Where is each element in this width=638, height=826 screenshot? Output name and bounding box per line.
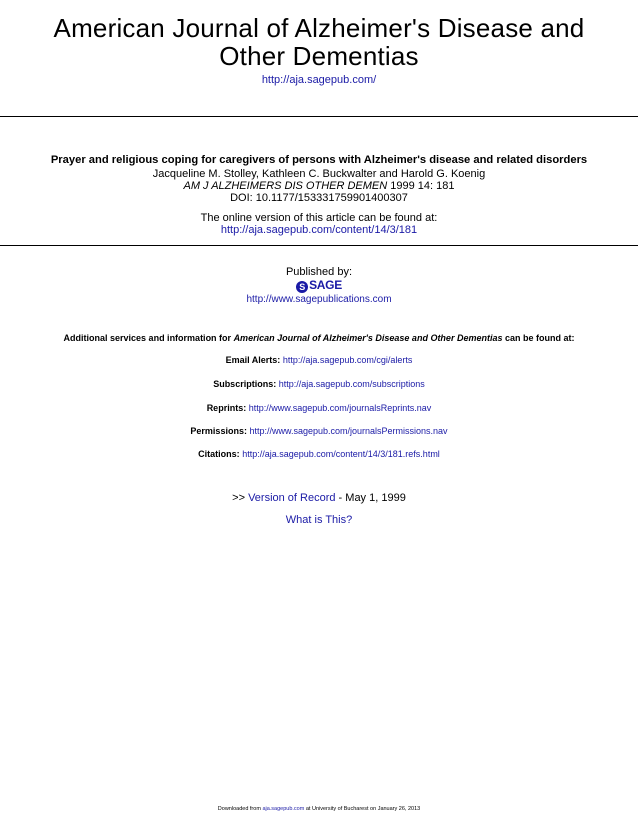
download-footer [0,806,638,812]
version-date: - May 1, 1999 [335,492,406,504]
version-prefix: >> [232,492,249,504]
journal-title-line2: Other Dementias [219,41,419,71]
service-subscriptions [0,379,638,389]
service-link[interactable]: http://aja.sagepub.com/content/14/3/181.refs.html [242,449,440,459]
published-by-label: Published by: [285,266,353,278]
sage-logo [0,278,638,293]
service-label: Email Alerts: [225,355,281,365]
services-intro-prefix: Additional services and information for [63,333,234,343]
service-label: Citations: [198,449,240,459]
service-link[interactable]: http://aja.sagepub.com/subscriptions [278,379,425,389]
service-link[interactable]: http://aja.sagepub.com/cgi/alerts [282,355,413,365]
services-intro-suffix: can be found at: [502,333,575,343]
journal-url-link[interactable]: http://aja.sagepub.com/ [261,74,377,86]
service-label: Reprints: [206,403,247,413]
journal-url-row [0,74,638,86]
citation-volume: 1999 14: 181 [387,180,455,192]
services-intro [0,333,638,343]
service-label: Subscriptions: [213,379,277,389]
what-is-this-link[interactable]: What is This? [285,514,353,526]
journal-title-line1: American Journal of Alzheimer's Disease and [53,13,585,43]
article-doi: DOI: 10.1177/153331759901400307 [230,192,408,204]
sage-logo-text: SAGE [309,278,342,292]
middle-divider [0,245,638,246]
service-link[interactable]: http://www.sagepub.com/journalsReprints.nav [248,403,432,413]
service-label: Permissions: [190,426,247,436]
article-citation [0,180,638,192]
sage-logo-icon: S [296,281,308,293]
service-link[interactable]: http://www.sagepub.com/journalsPermissions.nav [249,426,448,436]
publisher-link[interactable]: http://www.sagepublications.com [246,294,392,305]
service-permissions [0,426,638,436]
article-authors: Jacqueline M. Stolley, Kathleen C. Buckwalter and Harold G. Koenig [152,168,486,180]
service-reprints [0,403,638,413]
article-title: Prayer and religious coping for caregivers of persons with Alzheimer's disease and related disorders [50,154,588,166]
service-citations [0,449,638,459]
footer-prefix: Downloaded from [217,806,263,812]
footer-suffix: at University of Bucharest on January 26, 2013 [304,806,421,812]
online-version-text: The online version of this article can be found at: [200,212,438,224]
citation-journal: AM J ALZHEIMERS DIS OTHER DEMEN [183,180,388,192]
footer-link[interactable]: aja.sagepub.com [262,806,305,812]
what-is-this-row [0,514,638,526]
service-email-alerts [0,355,638,365]
online-version-link[interactable]: http://aja.sagepub.com/content/14/3/181 [220,224,418,236]
version-of-record-link[interactable]: Version of Record [248,492,336,504]
top-divider [0,116,638,117]
version-of-record [0,492,638,504]
journal-title [0,14,638,70]
services-intro-journal: American Journal of Alzheimer's Disease and Other Dementias [233,333,503,343]
